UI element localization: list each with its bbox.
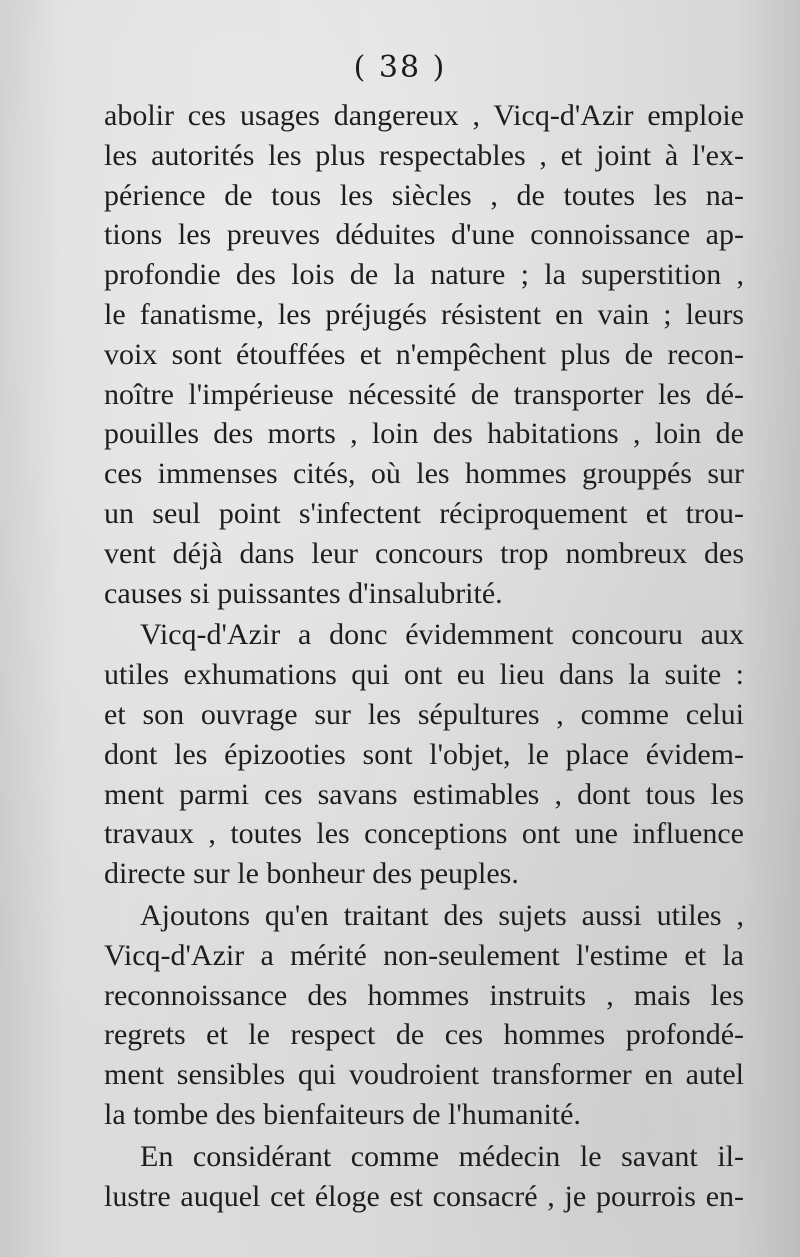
text-line: pouilles des morts , loin des habitations , loin de [104,417,744,451]
text-line: vent déjà dans leur concours trop nombreux des [104,536,744,570]
text-line: Vicq-d'Azir a mérité non-seulement l'estime et la [104,938,744,972]
text-line: le fanatisme, les préjugés résistent en vain ; leurs [104,297,744,331]
text-line: périence de tous les siècles , de toutes les na- [104,178,744,212]
text-line: abolir ces usages dangereux , Vicq-d'Azir emploie [104,99,744,132]
text-line: causes si puissantes d'insalubrité. [104,576,503,610]
paragraph [104,896,744,1135]
text-line: profondie des lois de la nature ; la superstition , [104,258,744,292]
text-line: Ajoutons qu'en traitant des sujets aussi utiles , [140,898,744,932]
text-line: directe sur le bonheur des peuples. [104,857,519,891]
text-line: dont les épizooties sont l'objet, le place évidem- [104,737,744,771]
text-line: un seul point s'infectent réciproquement et trou- [104,496,744,530]
text-line: utiles exhumations qui ont eu lieu dans la suite : [104,658,744,692]
text-line: En considérant comme médecin le savant il- [140,1139,744,1173]
text-line: ment parmi ces savans estimables , dont tous les [104,777,744,811]
text-line: les autorités les plus respectables , et joint à l'ex- [104,138,744,172]
paragraph [104,615,744,894]
body-text [104,96,744,1216]
paragraph [104,96,744,613]
text-line: reconnoissance des hommes instruits , mais les [104,978,744,1012]
text-line: noître l'impérieuse nécessité de transporter les dé- [104,377,744,411]
text-line: ment sensibles qui voudroient transformer en autel [104,1058,744,1092]
text-line: tions les preuves déduites d'une connoissance ap- [104,218,744,252]
paragraph [104,1137,744,1217]
text-line: la tombe des bienfaiteurs de l'humanité. [104,1097,581,1131]
text-line: ces immenses cités, où les hommes grouppés sur [104,457,744,491]
page-number: ( 38 ) [353,50,447,85]
text-line: lustre auquel cet éloge est consacré , je pourrois en- [104,1179,744,1213]
text-line: voix sont étouffées et n'empêchent plus de recon- [104,337,744,371]
text-line: et son ouvrage sur les sépultures , comme celui [104,697,744,731]
text-line: travaux , toutes les conceptions ont une influence [104,817,744,851]
text-line: Vicq-d'Azir a donc évidemment concouru aux [140,618,744,652]
text-line: regrets et le respect de ces hommes profondé- [104,1018,744,1052]
